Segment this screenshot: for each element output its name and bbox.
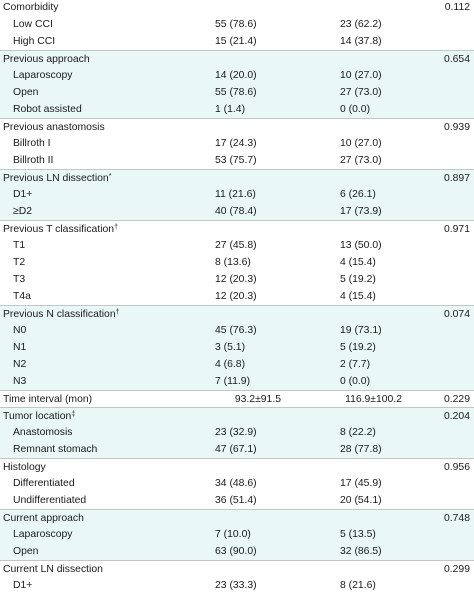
footnote-marker: * <box>108 173 112 180</box>
group1-value: 63 (90.0) <box>215 546 257 557</box>
group2-value: 20 (54.1) <box>340 495 382 506</box>
row-label-text: Tumor location <box>3 411 72 422</box>
row-label <box>13 543 38 560</box>
row-label-text: Time interval (mon) <box>3 394 93 405</box>
table-row-subcategory <box>0 441 474 458</box>
table-row-variable <box>0 390 474 408</box>
group2-value: 2 (7.7) <box>340 359 371 370</box>
table-row-variable <box>0 0 474 16</box>
table-row-variable <box>0 458 474 476</box>
group1-value: 12 (20.3) <box>215 291 257 302</box>
group1-value: 23 (33.3) <box>215 580 257 591</box>
p-value: 0.971 <box>443 224 470 235</box>
p-value: 0.748 <box>443 513 470 524</box>
group2-value: 27 (73.0) <box>340 155 382 166</box>
table-row-subcategory <box>0 356 474 373</box>
row-label <box>13 84 38 101</box>
row-label-text: Previous approach <box>3 54 90 65</box>
row-label <box>13 67 73 84</box>
table-row-variable <box>0 50 474 68</box>
row-label-text: Anastomosis <box>13 427 73 438</box>
group2-value: 5 (19.2) <box>340 274 376 285</box>
table-row-subcategory <box>0 152 474 169</box>
row-label <box>13 492 86 509</box>
row-label-text: Comorbidity <box>3 2 59 13</box>
row-label <box>3 119 105 136</box>
group1-value: 23 (32.9) <box>215 427 257 438</box>
group2-value: 8 (21.6) <box>340 580 376 591</box>
table-row-subcategory <box>0 322 474 339</box>
group1-value: 12 (20.3) <box>215 274 257 285</box>
row-label-text: Previous N classification <box>3 309 116 320</box>
row-label <box>3 306 120 323</box>
group2-value: 13 (50.0) <box>340 240 382 251</box>
row-label-text: Previous T classification <box>3 224 115 235</box>
group1-value: 11 (21.6) <box>215 189 256 200</box>
row-label <box>3 391 92 408</box>
row-label <box>3 561 103 578</box>
row-label-text: Current approach <box>3 513 84 524</box>
row-label-text: N2 <box>13 359 27 370</box>
group2-value: 17 (73.9) <box>340 206 382 217</box>
table-row-subcategory <box>0 288 474 305</box>
row-label-text: N3 <box>13 376 27 387</box>
row-label-text: Robot assisted <box>13 104 82 115</box>
row-label <box>13 101 82 118</box>
group2-value: 5 (19.2) <box>340 342 376 353</box>
table-row-variable <box>0 169 474 187</box>
table-row-subcategory <box>0 16 474 33</box>
row-label <box>3 459 46 476</box>
row-label <box>13 33 55 50</box>
row-label-text: N0 <box>13 325 27 336</box>
table-row-variable <box>0 407 474 425</box>
group1-value: 14 (20.0) <box>215 70 257 81</box>
table-row-subcategory <box>0 135 474 152</box>
group1-value: 8 (13.6) <box>215 257 251 268</box>
table-row-subcategory <box>0 475 474 492</box>
group2-value: 5 (13.5) <box>340 529 376 540</box>
group2-value: 116.9±100.2 <box>345 394 402 405</box>
group2-value: 19 (73.1) <box>340 325 382 336</box>
row-label-text: Current LN dissection <box>3 564 103 575</box>
group1-value: 1 (1.4) <box>215 104 246 115</box>
row-label <box>13 526 73 543</box>
p-value: 0.112 <box>444 2 470 13</box>
row-label-text: Previous LN dissection <box>3 173 109 184</box>
group1-value: 7 (11.9) <box>215 376 251 387</box>
row-label-text: Low CCI <box>13 19 53 30</box>
table-row-subcategory <box>0 101 474 118</box>
footnote-marker: † <box>114 224 118 231</box>
group2-value: 4 (15.4) <box>340 291 376 302</box>
group1-value: 53 (75.7) <box>215 155 257 166</box>
group2-value: 28 (77.8) <box>340 444 382 455</box>
row-label <box>13 475 75 492</box>
table-row-subcategory <box>0 492 474 509</box>
group2-value: 10 (27.0) <box>340 70 382 81</box>
group1-value: 47 (67.1) <box>215 444 257 455</box>
group1-value: 55 (78.6) <box>215 87 257 98</box>
group2-value: 6 (26.1) <box>340 189 376 200</box>
group2-value: 0 (0.0) <box>340 104 371 115</box>
row-label-text: Remnant stomach <box>13 444 98 455</box>
table-row-subcategory <box>0 203 474 220</box>
group2-value: 17 (45.9) <box>340 478 382 489</box>
group2-value: 23 (62.2) <box>340 19 382 30</box>
group2-value: 27 (73.0) <box>340 87 382 98</box>
table-row-subcategory <box>0 526 474 543</box>
p-value: 0.204 <box>443 411 470 422</box>
p-value: 0.897 <box>443 173 470 184</box>
group1-value: 36 (51.4) <box>215 495 257 506</box>
row-label <box>13 237 25 254</box>
group1-value: 40 (78.4) <box>215 206 257 217</box>
group2-value: 4 (15.4) <box>340 257 376 268</box>
group2-value: 10 (27.0) <box>340 138 382 149</box>
table-row-subcategory <box>0 186 474 203</box>
footnote-marker: † <box>115 309 120 316</box>
p-value: 0.074 <box>443 309 470 320</box>
row-label <box>3 0 58 16</box>
row-label-text: Histology <box>3 462 46 473</box>
p-value: 0.299 <box>443 564 470 575</box>
group2-value: 0 (0.0) <box>340 376 371 387</box>
row-label-text: Billroth I <box>13 138 51 149</box>
p-value: 0.229 <box>443 394 470 405</box>
row-label <box>13 152 53 169</box>
row-label-text: ≥D2 <box>13 206 32 217</box>
table-row-subcategory <box>0 271 474 288</box>
row-label <box>13 356 26 373</box>
table-row-subcategory <box>0 424 474 441</box>
group1-value: 27 (45.8) <box>215 240 257 251</box>
footnote-marker: ‡ <box>71 411 76 418</box>
row-label <box>13 441 97 458</box>
table-row-subcategory <box>0 373 474 390</box>
group1-value: 34 (48.6) <box>215 478 257 489</box>
row-label-text: High CCI <box>13 36 56 47</box>
group1-value: 17 (24.3) <box>215 138 257 149</box>
group1-value: 7 (10.0) <box>215 529 251 540</box>
row-label <box>3 170 111 187</box>
row-label <box>13 339 26 356</box>
p-value: 0.654 <box>443 54 470 65</box>
table-row-subcategory <box>0 254 474 271</box>
group1-value: 55 (78.6) <box>215 19 257 30</box>
row-label-text: T1 <box>13 240 26 251</box>
row-label <box>13 322 26 339</box>
row-label <box>13 203 32 220</box>
row-label <box>13 288 31 305</box>
table-row-subcategory <box>0 84 474 101</box>
table-row-subcategory <box>0 543 474 560</box>
table-row-subcategory <box>0 33 474 50</box>
group1-value: 93.2±91.5 <box>234 394 281 405</box>
row-label <box>13 135 51 152</box>
p-value: 0.956 <box>443 462 470 473</box>
table-row-subcategory <box>0 577 474 594</box>
group1-value: 45 (76.3) <box>215 325 257 336</box>
table-row-subcategory <box>0 339 474 356</box>
table-row-subcategory <box>0 237 474 254</box>
table-row-variable <box>0 118 474 136</box>
row-label <box>13 577 32 594</box>
table-row-variable <box>0 509 474 527</box>
table-row-subcategory <box>0 67 474 84</box>
group1-value: 3 (5.1) <box>215 342 246 353</box>
row-label <box>13 424 72 441</box>
group1-value: 15 (21.4) <box>215 36 257 47</box>
table-row-variable <box>0 220 474 238</box>
row-label <box>13 186 32 203</box>
row-label <box>13 271 25 288</box>
row-label-text: Differentiated <box>13 478 75 489</box>
row-label-text: Open <box>13 546 39 557</box>
group2-value: 14 (37.8) <box>340 36 382 47</box>
row-label-text: T2 <box>13 257 26 268</box>
group2-value: 32 (86.5) <box>340 546 382 557</box>
row-label-text: Laparoscopy <box>13 529 73 540</box>
row-label-text: Laparoscopy <box>13 70 73 81</box>
row-label <box>3 510 84 527</box>
row-label <box>3 221 118 238</box>
row-label <box>13 373 26 390</box>
table-row-variable <box>0 305 474 323</box>
row-label-text: T4a <box>13 291 31 302</box>
row-label-text: T3 <box>13 274 26 285</box>
row-label-text: Open <box>13 87 39 98</box>
row-label <box>3 51 90 68</box>
row-label-text: D1+ <box>13 189 33 200</box>
group1-value: 4 (6.8) <box>215 359 246 370</box>
p-value: 0.939 <box>443 122 470 133</box>
row-label-text: Billroth II <box>13 155 54 166</box>
table-row-variable <box>0 560 474 578</box>
row-label-text: D1+ <box>13 580 33 591</box>
row-label-text: N1 <box>13 342 27 353</box>
row-label <box>13 254 25 271</box>
row-label-text: Previous anastomosis <box>3 122 105 133</box>
row-label <box>3 408 75 425</box>
group2-value: 8 (22.2) <box>340 427 376 438</box>
row-label <box>13 16 53 33</box>
row-label-text: Undifferentiated <box>13 495 87 506</box>
